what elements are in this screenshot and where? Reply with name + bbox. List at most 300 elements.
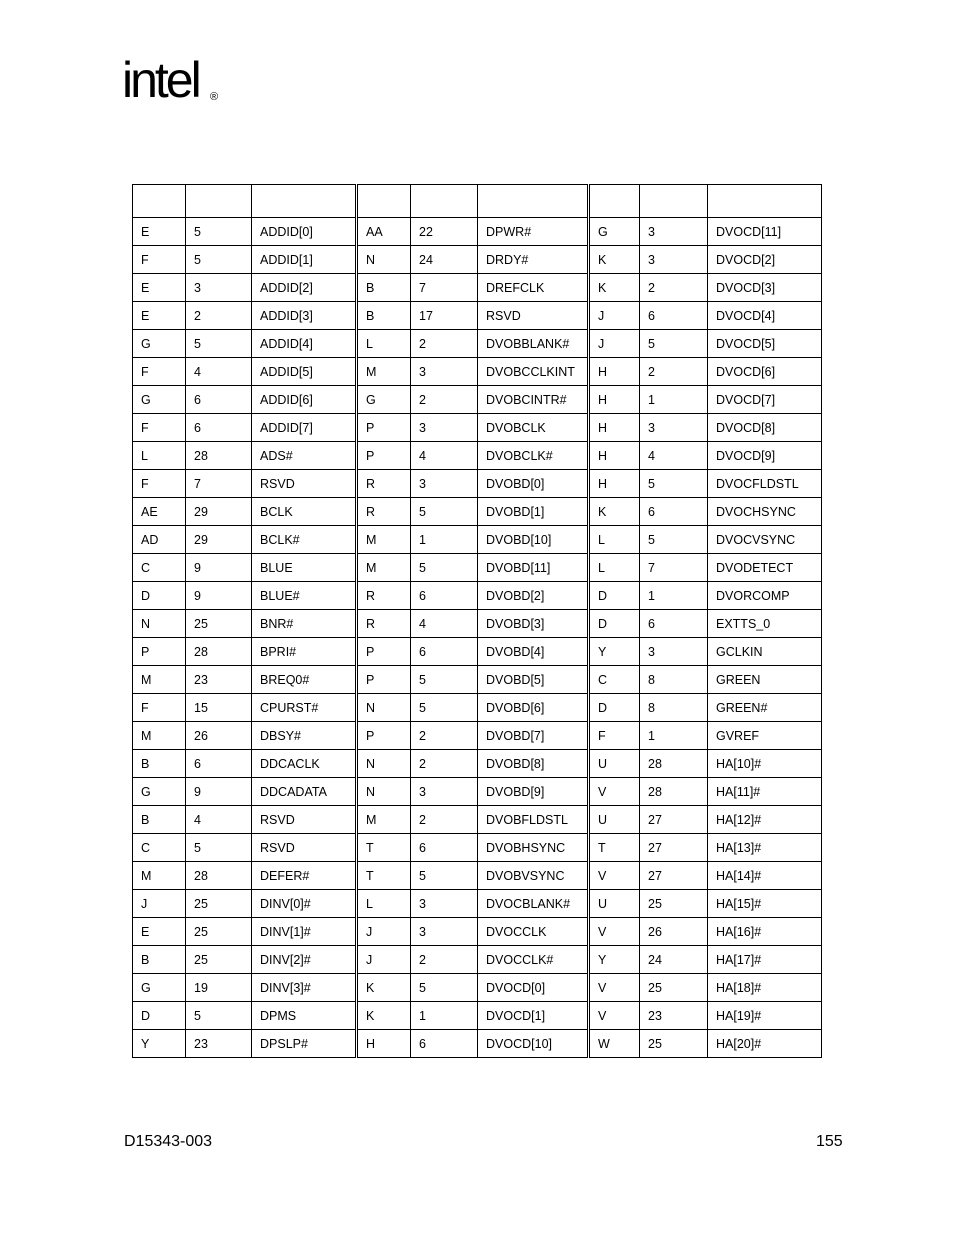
table-cell: DVOBD[4] — [478, 638, 589, 666]
table-cell: P — [357, 638, 411, 666]
table-cell: HA[17]# — [708, 946, 822, 974]
table-cell: DVORCOMP — [708, 582, 822, 610]
table-cell: 7 — [186, 470, 252, 498]
table-cell: DREFCLK — [478, 274, 589, 302]
table-cell: 25 — [640, 974, 708, 1002]
table-cell: DVOCD[5] — [708, 330, 822, 358]
table-cell: 6 — [186, 414, 252, 442]
table-cell: Y — [133, 1030, 186, 1058]
table-row — [133, 470, 822, 498]
table-cell: 5 — [186, 330, 252, 358]
table-cell: DVOCD[9] — [708, 442, 822, 470]
table-cell: P — [357, 414, 411, 442]
header-cell — [589, 185, 640, 218]
table-row — [133, 1002, 822, 1030]
table-cell: 3 — [411, 414, 478, 442]
logo-wordmark: intel — [122, 52, 199, 108]
table-cell: BLUE — [252, 554, 357, 582]
table-cell: DINV[3]# — [252, 974, 357, 1002]
table-row — [133, 218, 822, 246]
table-cell: ADS# — [252, 442, 357, 470]
table-cell: DINV[1]# — [252, 918, 357, 946]
table-row — [133, 414, 822, 442]
table-cell: 28 — [186, 442, 252, 470]
table-cell: M — [357, 806, 411, 834]
intel-logo — [122, 52, 232, 125]
table-cell: DVOBD[6] — [478, 694, 589, 722]
table-cell: ADDID[5] — [252, 358, 357, 386]
table-cell: AA — [357, 218, 411, 246]
table-row — [133, 302, 822, 330]
table-cell: 4 — [411, 442, 478, 470]
table-cell: V — [589, 778, 640, 806]
table-cell: 6 — [411, 582, 478, 610]
table-cell: DDCACLK — [252, 750, 357, 778]
table-cell: B — [357, 274, 411, 302]
table-cell: U — [589, 750, 640, 778]
table-cell: DVOBD[2] — [478, 582, 589, 610]
table-cell: DINV[2]# — [252, 946, 357, 974]
table-cell: F — [133, 414, 186, 442]
table-cell: 17 — [411, 302, 478, 330]
table-cell: DVOCCLK — [478, 918, 589, 946]
table-cell: 8 — [640, 666, 708, 694]
table-cell: ADDID[2] — [252, 274, 357, 302]
table-row — [133, 274, 822, 302]
table-cell: DVOBD[10] — [478, 526, 589, 554]
table-row — [133, 806, 822, 834]
table-cell: DVOBCCLKINT — [478, 358, 589, 386]
table-cell: N — [357, 778, 411, 806]
table-cell: G — [589, 218, 640, 246]
table-cell: HA[19]# — [708, 1002, 822, 1030]
table-cell: H — [357, 1030, 411, 1058]
table-cell: DEFER# — [252, 862, 357, 890]
table-cell: 2 — [411, 722, 478, 750]
table-cell: ADDID[7] — [252, 414, 357, 442]
table-row — [133, 246, 822, 274]
table-cell: 3 — [640, 414, 708, 442]
table-cell: 1 — [411, 1002, 478, 1030]
table-cell: BPRI# — [252, 638, 357, 666]
table-cell: 3 — [411, 358, 478, 386]
table-cell: 9 — [186, 554, 252, 582]
table-row — [133, 330, 822, 358]
table-cell: D — [589, 694, 640, 722]
table-cell: DVOBCLK — [478, 414, 589, 442]
table-cell: 7 — [411, 274, 478, 302]
table-cell: 5 — [640, 330, 708, 358]
table-cell: DVOCD[1] — [478, 1002, 589, 1030]
table-cell: R — [357, 582, 411, 610]
table-cell: V — [589, 862, 640, 890]
table-row — [133, 750, 822, 778]
table-cell: G — [133, 386, 186, 414]
table-cell: N — [133, 610, 186, 638]
table-cell: 4 — [640, 442, 708, 470]
table-cell: DVOCD[6] — [708, 358, 822, 386]
table-cell: HA[20]# — [708, 1030, 822, 1058]
table-cell: 3 — [640, 638, 708, 666]
table-cell: L — [589, 554, 640, 582]
table-cell: N — [357, 694, 411, 722]
table-cell: RSVD — [478, 302, 589, 330]
table-cell: 4 — [411, 610, 478, 638]
table-cell: 1 — [640, 722, 708, 750]
table-cell: ADDID[4] — [252, 330, 357, 358]
table-cell: D — [133, 582, 186, 610]
table-row — [133, 694, 822, 722]
table-cell: HA[11]# — [708, 778, 822, 806]
table-cell: DVODETECT — [708, 554, 822, 582]
table-cell: V — [589, 1002, 640, 1030]
table-cell: T — [357, 834, 411, 862]
table-cell: H — [589, 358, 640, 386]
table-cell: M — [357, 526, 411, 554]
header-cell — [357, 185, 411, 218]
table-cell: C — [589, 666, 640, 694]
table-cell: DVOBD[9] — [478, 778, 589, 806]
pin-table-body — [133, 185, 822, 1058]
table-cell: 9 — [186, 778, 252, 806]
table-cell: M — [133, 722, 186, 750]
table-cell: DVOCVSYNC — [708, 526, 822, 554]
table-cell: 29 — [186, 498, 252, 526]
table-cell: K — [589, 246, 640, 274]
table-cell: 6 — [186, 386, 252, 414]
table-cell: RSVD — [252, 806, 357, 834]
table-cell: HA[13]# — [708, 834, 822, 862]
header-cell — [411, 185, 478, 218]
table-cell: J — [357, 946, 411, 974]
table-cell: 27 — [640, 834, 708, 862]
table-cell: L — [357, 890, 411, 918]
table-cell: 6 — [186, 750, 252, 778]
header-cell — [640, 185, 708, 218]
table-cell: 5 — [411, 554, 478, 582]
table-cell: 5 — [186, 246, 252, 274]
table-row — [133, 974, 822, 1002]
table-cell: D — [589, 582, 640, 610]
table-cell: 26 — [640, 918, 708, 946]
table-cell: 2 — [411, 386, 478, 414]
table-cell: BNR# — [252, 610, 357, 638]
table-cell: Y — [589, 946, 640, 974]
table-cell: P — [357, 442, 411, 470]
table-cell: DVOCD[7] — [708, 386, 822, 414]
table-cell: R — [357, 498, 411, 526]
table-cell: M — [133, 666, 186, 694]
table-cell: 2 — [640, 274, 708, 302]
table-cell: U — [589, 890, 640, 918]
table-cell: 3 — [411, 470, 478, 498]
table-cell: BCLK — [252, 498, 357, 526]
page-number: 155 — [816, 1133, 843, 1150]
table-cell: K — [357, 1002, 411, 1030]
table-cell: F — [133, 694, 186, 722]
table-cell: 23 — [186, 666, 252, 694]
table-cell: ADDID[1] — [252, 246, 357, 274]
table-row — [133, 442, 822, 470]
table-cell: DVOCD[3] — [708, 274, 822, 302]
table-cell: L — [133, 442, 186, 470]
table-cell: F — [589, 722, 640, 750]
table-cell: F — [133, 358, 186, 386]
table-cell: 25 — [186, 946, 252, 974]
table-cell: 5 — [411, 498, 478, 526]
table-cell: W — [589, 1030, 640, 1058]
table-cell: GREEN — [708, 666, 822, 694]
table-cell: GVREF — [708, 722, 822, 750]
table-cell: DVOBD[5] — [478, 666, 589, 694]
table-cell: DVOBVSYNC — [478, 862, 589, 890]
table-cell: 6 — [640, 302, 708, 330]
table-row — [133, 666, 822, 694]
table-cell: ADDID[3] — [252, 302, 357, 330]
table-cell: F — [133, 470, 186, 498]
table-cell: C — [133, 834, 186, 862]
table-cell: DVOCBLANK# — [478, 890, 589, 918]
table-cell: 3 — [640, 246, 708, 274]
table-cell: HA[14]# — [708, 862, 822, 890]
table-cell: J — [133, 890, 186, 918]
table-cell: L — [357, 330, 411, 358]
table-cell: 1 — [640, 582, 708, 610]
table-cell: 1 — [640, 386, 708, 414]
table-cell: N — [357, 246, 411, 274]
table-row — [133, 498, 822, 526]
table-cell: RSVD — [252, 470, 357, 498]
registered-mark: ® — [210, 91, 219, 103]
table-cell: DPSLP# — [252, 1030, 357, 1058]
table-cell: 5 — [186, 218, 252, 246]
table-cell: 26 — [186, 722, 252, 750]
table-cell: 27 — [640, 806, 708, 834]
table-cell: K — [589, 498, 640, 526]
table-cell: 15 — [186, 694, 252, 722]
table-cell: 5 — [411, 694, 478, 722]
table-row — [133, 722, 822, 750]
table-cell: HA[18]# — [708, 974, 822, 1002]
table-cell: 7 — [640, 554, 708, 582]
table-cell: BLUE# — [252, 582, 357, 610]
table-cell: 5 — [640, 470, 708, 498]
table-cell: 5 — [640, 526, 708, 554]
table-cell: 2 — [186, 302, 252, 330]
pin-table — [132, 184, 822, 1058]
table-cell: DVOBFLDSTL — [478, 806, 589, 834]
table-cell: HA[10]# — [708, 750, 822, 778]
header-cell — [186, 185, 252, 218]
table-cell: RSVD — [252, 834, 357, 862]
table-cell: 6 — [411, 638, 478, 666]
table-cell: 4 — [186, 358, 252, 386]
table-cell: DVOBCINTR# — [478, 386, 589, 414]
table-cell: Y — [589, 638, 640, 666]
table-row — [133, 582, 822, 610]
table-cell: HA[12]# — [708, 806, 822, 834]
table-row — [133, 1030, 822, 1058]
table-cell: ADDID[0] — [252, 218, 357, 246]
table-cell: 5 — [411, 974, 478, 1002]
table-cell: AD — [133, 526, 186, 554]
table-cell: H — [589, 386, 640, 414]
table-cell: DVOBBLANK# — [478, 330, 589, 358]
table-cell: J — [589, 302, 640, 330]
table-cell: 22 — [411, 218, 478, 246]
table-cell: DINV[0]# — [252, 890, 357, 918]
table-cell: N — [357, 750, 411, 778]
header-cell — [252, 185, 357, 218]
table-cell: G — [357, 386, 411, 414]
table-cell: P — [357, 722, 411, 750]
table-cell: 3 — [411, 918, 478, 946]
table-cell: P — [357, 666, 411, 694]
table-cell: T — [357, 862, 411, 890]
table-header-row — [133, 185, 822, 218]
table-cell: 25 — [640, 890, 708, 918]
table-cell: DPMS — [252, 1002, 357, 1030]
table-cell: 23 — [186, 1030, 252, 1058]
table-cell: M — [133, 862, 186, 890]
table-cell: DPWR# — [478, 218, 589, 246]
header-cell — [133, 185, 186, 218]
table-cell: 4 — [186, 806, 252, 834]
table-cell: DBSY# — [252, 722, 357, 750]
table-cell: F — [133, 246, 186, 274]
table-cell: 2 — [411, 750, 478, 778]
table-cell: B — [357, 302, 411, 330]
table-row — [133, 610, 822, 638]
table-cell: D — [133, 1002, 186, 1030]
table-cell: DVOBD[0] — [478, 470, 589, 498]
table-cell: H — [589, 470, 640, 498]
table-cell: R — [357, 610, 411, 638]
table-cell: G — [133, 974, 186, 1002]
table-row — [133, 862, 822, 890]
table-cell: 2 — [411, 946, 478, 974]
table-cell: BREQ0# — [252, 666, 357, 694]
table-cell: 5 — [411, 862, 478, 890]
table-cell: DVOBD[11] — [478, 554, 589, 582]
table-cell: 28 — [186, 638, 252, 666]
table-row — [133, 386, 822, 414]
table-cell: H — [589, 414, 640, 442]
table-cell: J — [589, 330, 640, 358]
table-cell: DVOBD[8] — [478, 750, 589, 778]
document-number: D15343-003 — [124, 1133, 213, 1150]
table-row — [133, 554, 822, 582]
table-cell: B — [133, 806, 186, 834]
table-cell: J — [357, 918, 411, 946]
table-cell: 8 — [640, 694, 708, 722]
table-cell: DVOCD[10] — [478, 1030, 589, 1058]
table-cell: P — [133, 638, 186, 666]
table-cell: 27 — [640, 862, 708, 890]
table-cell: DVOCD[8] — [708, 414, 822, 442]
table-cell: 1 — [411, 526, 478, 554]
table-cell: R — [357, 470, 411, 498]
table-cell: T — [589, 834, 640, 862]
table-cell: E — [133, 918, 186, 946]
table-cell: 3 — [411, 778, 478, 806]
table-cell: 2 — [411, 330, 478, 358]
table-cell: DVOCHSYNC — [708, 498, 822, 526]
table-cell: L — [589, 526, 640, 554]
table-cell: E — [133, 218, 186, 246]
table-cell: 19 — [186, 974, 252, 1002]
table-cell: G — [133, 330, 186, 358]
table-cell: 25 — [640, 1030, 708, 1058]
table-cell: K — [357, 974, 411, 1002]
table-cell: E — [133, 274, 186, 302]
table-cell: 28 — [640, 750, 708, 778]
table-cell: C — [133, 554, 186, 582]
table-cell: GCLKIN — [708, 638, 822, 666]
table-cell: DVOCD[11] — [708, 218, 822, 246]
table-cell: ADDID[6] — [252, 386, 357, 414]
header-cell — [708, 185, 822, 218]
table-cell: K — [589, 274, 640, 302]
table-cell: 5 — [186, 1002, 252, 1030]
table-cell: 25 — [186, 918, 252, 946]
table-cell: CPURST# — [252, 694, 357, 722]
table-cell: B — [133, 946, 186, 974]
table-cell: 29 — [186, 526, 252, 554]
table-row — [133, 946, 822, 974]
table-cell: M — [357, 358, 411, 386]
table-cell: GREEN# — [708, 694, 822, 722]
table-cell: 6 — [640, 498, 708, 526]
table-row — [133, 834, 822, 862]
table-cell: DRDY# — [478, 246, 589, 274]
table-cell: DVOCFLDSTL — [708, 470, 822, 498]
table-cell: BCLK# — [252, 526, 357, 554]
table-row — [133, 358, 822, 386]
table-cell: DVOBD[3] — [478, 610, 589, 638]
table-cell: 6 — [411, 834, 478, 862]
table-cell: HA[15]# — [708, 890, 822, 918]
table-cell: 24 — [411, 246, 478, 274]
table-cell: 5 — [186, 834, 252, 862]
table-row — [133, 638, 822, 666]
header-cell — [478, 185, 589, 218]
table-cell: DVOBCLK# — [478, 442, 589, 470]
table-cell: U — [589, 806, 640, 834]
table-cell: DVOCD[0] — [478, 974, 589, 1002]
table-cell: G — [133, 778, 186, 806]
table-cell: B — [133, 750, 186, 778]
table-cell: 3 — [640, 218, 708, 246]
table-cell: DDCADATA — [252, 778, 357, 806]
table-cell: 2 — [411, 806, 478, 834]
table-cell: DVOBHSYNC — [478, 834, 589, 862]
table-cell: V — [589, 918, 640, 946]
table-cell: 5 — [411, 666, 478, 694]
table-cell: DVOCCLK# — [478, 946, 589, 974]
table-cell: EXTTS_0 — [708, 610, 822, 638]
table-row — [133, 918, 822, 946]
table-cell: V — [589, 974, 640, 1002]
table-cell: 6 — [411, 1030, 478, 1058]
table-row — [133, 526, 822, 554]
table-cell: 25 — [186, 890, 252, 918]
table-cell: DVOCD[4] — [708, 302, 822, 330]
table-cell: 28 — [640, 778, 708, 806]
table-cell: HA[16]# — [708, 918, 822, 946]
table-cell: AE — [133, 498, 186, 526]
table-cell: DVOBD[1] — [478, 498, 589, 526]
